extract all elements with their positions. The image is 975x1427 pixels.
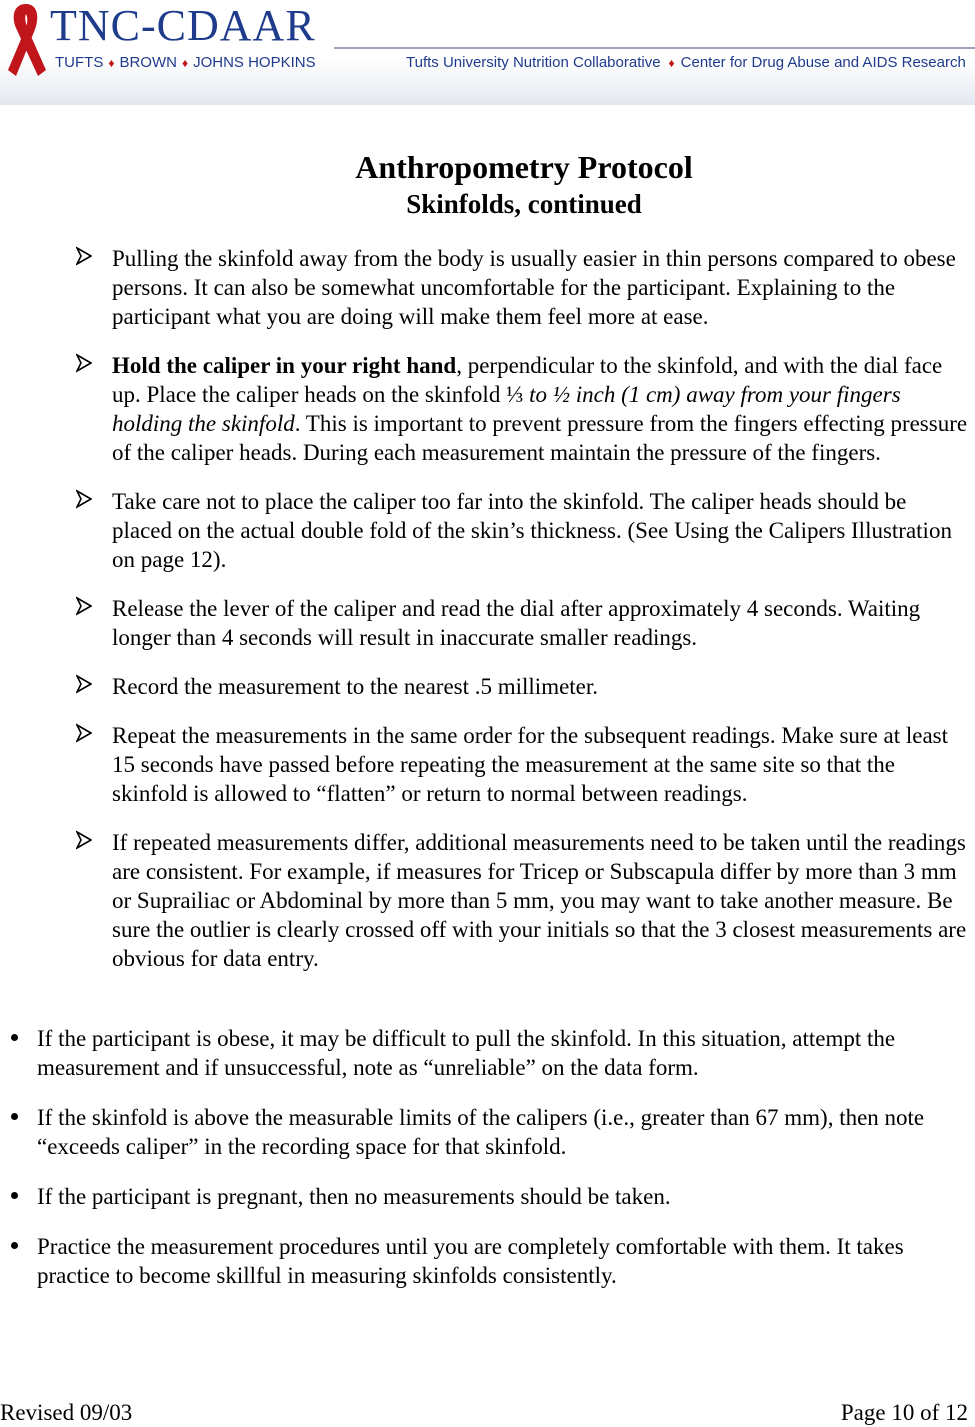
organization-line: [406, 54, 966, 72]
list-item: [0, 672, 975, 701]
step-text-part: , perpendicular to the skinfold, and with the dial face up. Place the caliper heads on the skinfold ⅓: [112, 353, 943, 407]
letterhead: [0, 0, 975, 105]
list-item: [0, 594, 975, 652]
emphasis-italic: to ½ inch (1 cm) away from your fingers holding the skinfold: [112, 382, 901, 436]
step-text: If repeated measurements differ, additional measurements need to be taken until the readings are consistent. For example, if measures for Tricep or Subscapula differ by more than 3 mm or Suprailiac or Abdominal by more than 5 mm, you may want to take another measure. Be sure the outlier is clearly crossed off with your initials so that the 3 closest measurements are obvious for data entry.: [112, 830, 967, 971]
list-item: [0, 1103, 975, 1161]
arrow-bullet-icon: [76, 829, 92, 851]
list-item: [0, 1024, 975, 1082]
step-text: Take care not to place the caliper too far into the skinfold. The caliper heads should be placed on the actual double fold of the skin’s thickness. (See Using the Calipers Illustration on page 12).: [112, 489, 952, 572]
arrow-bullet-icon: [76, 673, 92, 695]
emphasis-bold: Hold the caliper in your right hand: [112, 353, 457, 378]
university-brown: BROWN: [119, 54, 177, 71]
page-subtitle: Skinfolds, continued: [406, 189, 642, 219]
bullet-dot-icon: [11, 1192, 18, 1199]
arrow-bullet-icon: [76, 245, 92, 267]
center-name: Center for Drug Abuse and AIDS Research: [680, 54, 966, 71]
university-johns-hopkins: JOHNS HOPKINS: [193, 54, 316, 71]
note-text: Practice the measurement procedures until you are completely comfortable with them. It takes practice to become skillful in measuring skinfolds consistently.: [37, 1234, 904, 1288]
bullet-dot-icon: [11, 1242, 18, 1249]
step-text: Record the measurement to the nearest .5 millimeter.: [112, 674, 599, 699]
arrow-bullet-icon: [76, 352, 92, 374]
list-item: [0, 721, 975, 808]
step-text: Pulling the skinfold away from the body is usually easier in thin persons compared to obese persons. It can also be somewhat uncomfortable for the participant. Explaining to the participant what you are doing will make them feel more at ease.: [112, 246, 956, 329]
awareness-ribbon-icon: [2, 0, 50, 80]
page-title: Anthropometry Protocol: [355, 149, 693, 185]
arrow-bullet-icon: [76, 595, 92, 617]
bullet-dot-icon: [11, 1034, 18, 1041]
university-list: [55, 54, 316, 72]
university-tufts: TUFTS: [55, 54, 104, 71]
step-text-part: . This is important to prevent pressure from the fingers effecting pressure of the caliper heads. During each measurement maintain the pressure of the fingers.: [112, 411, 968, 465]
list-item: [0, 828, 975, 973]
header-rule: [334, 47, 975, 49]
list-item: [0, 1232, 975, 1290]
step-text: Repeat the measurements in the same order for the subsequent readings. Make sure at least 15 seconds have passed before repeating the measurement at the same site so that the skinfold is allowed to “flatten” or return to normal between readings.: [112, 723, 949, 806]
note-text: If the participant is obese, it may be difficult to pull the skinfold. In this situation, attempt the measurement and if unsuccessful, note as “unreliable” on the data form.: [37, 1026, 896, 1080]
page-number: Page 10 of 12: [840, 1400, 968, 1425]
list-item: [0, 244, 975, 331]
procedure-steps: [0, 244, 975, 993]
diamond-icon: ♦: [668, 56, 675, 70]
note-text: If the participant is pregnant, then no measurements should be taken.: [37, 1184, 671, 1209]
list-item: [0, 487, 975, 574]
collaborative-name: Tufts University Nutrition Collaborative: [406, 54, 661, 71]
arrow-bullet-icon: [76, 488, 92, 510]
notes-list: [0, 1024, 975, 1311]
note-text: If the skinfold is above the measurable limits of the calipers (i.e., greater than 67 mm), then note “exceeds caliper” in the recording space for that skinfold.: [37, 1105, 925, 1159]
list-item: [0, 351, 975, 467]
step-text: Release the lever of the caliper and read the dial after approximately 4 seconds. Waiting longer than 4 seconds will result in inaccurate smaller readings.: [112, 596, 921, 650]
bullet-dot-icon: [11, 1113, 18, 1120]
arrow-bullet-icon: [76, 722, 92, 744]
list-item: [0, 1182, 975, 1211]
diamond-icon: ♦: [181, 56, 189, 70]
brand-name: TNC-CDAAR: [50, 1, 316, 50]
revision-date: Revised 09/03: [0, 1400, 133, 1425]
diamond-icon: ♦: [108, 56, 115, 70]
step-text: [112, 351, 972, 467]
